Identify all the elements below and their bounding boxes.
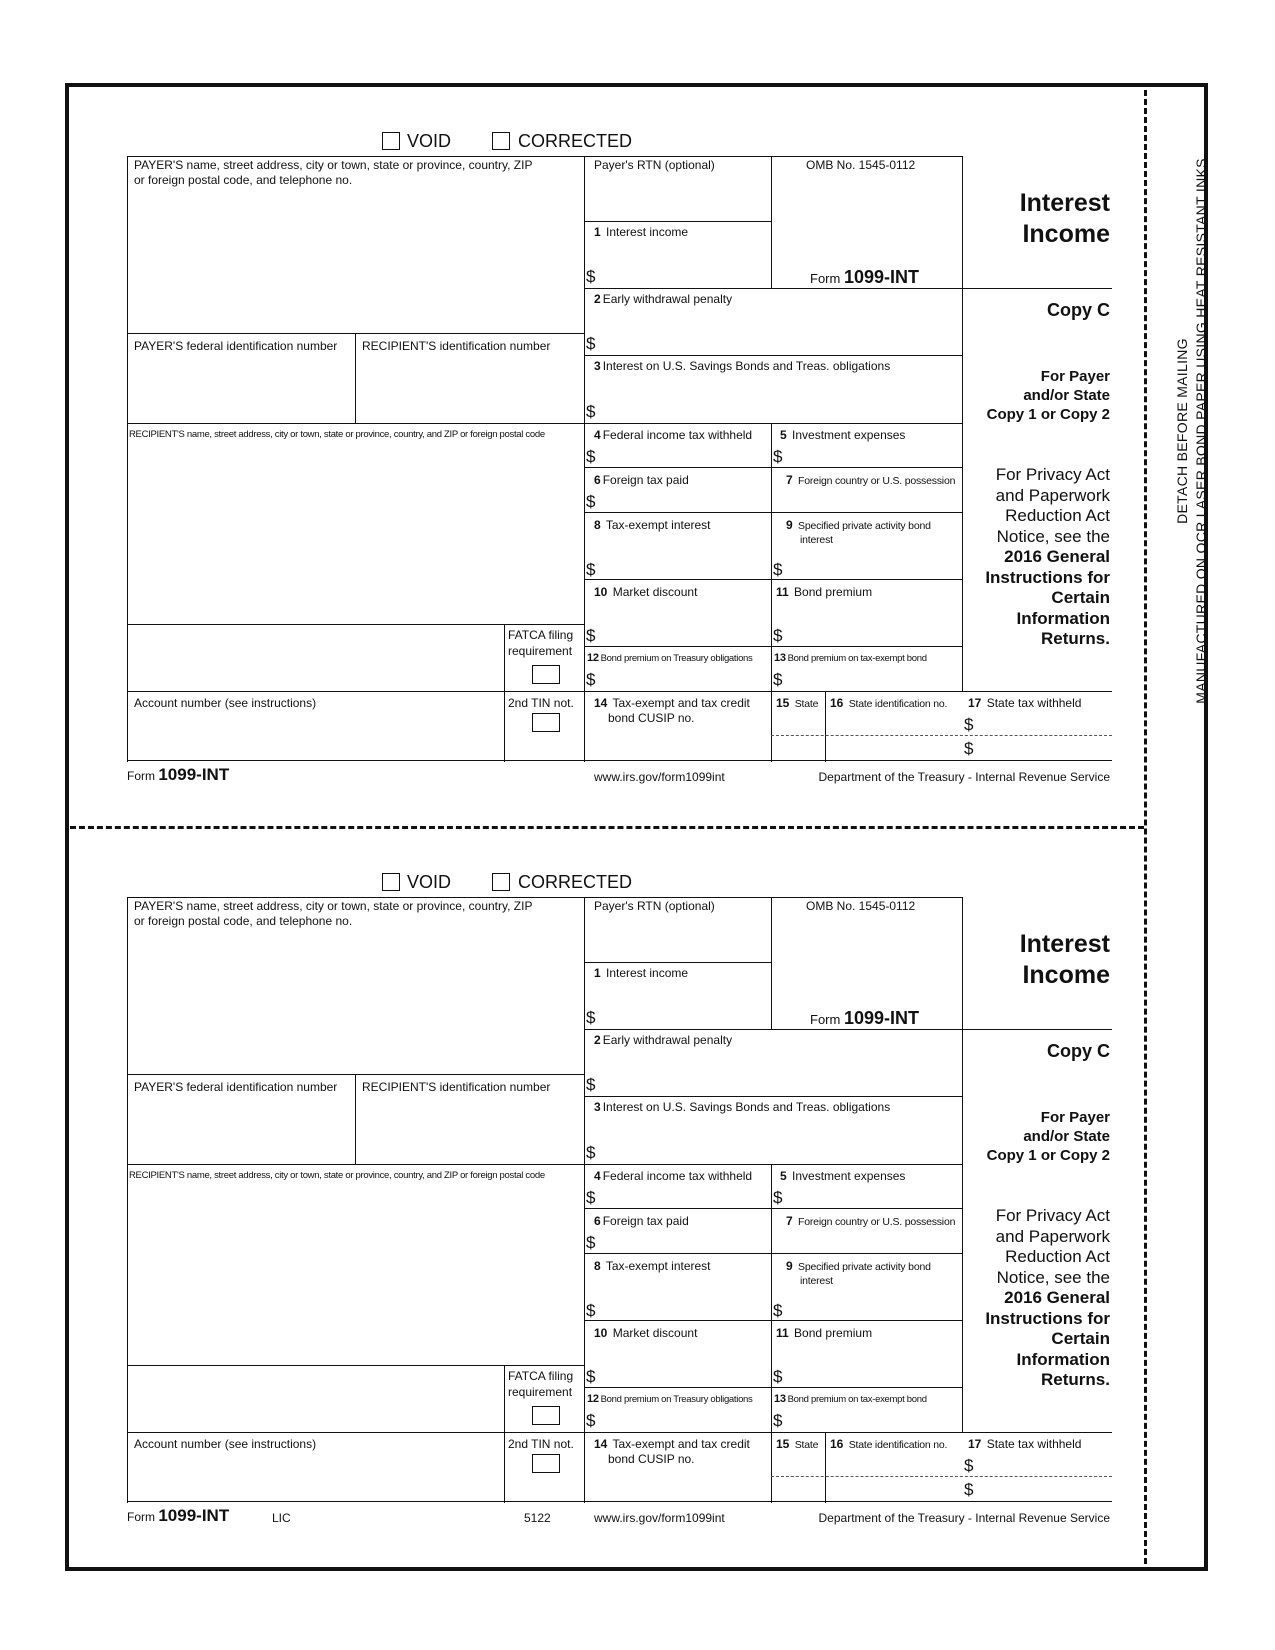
box16-label: State identification no. bbox=[848, 1439, 948, 1451]
box3-label: Interest on U.S. Savings Bonds and Treas. obligations bbox=[602, 359, 891, 373]
box1-label: Interest income bbox=[606, 966, 689, 980]
account-label: Account number (see instructions) bbox=[134, 696, 317, 710]
side-text-line1: DETACH BEFORE MAILING bbox=[1174, 338, 1190, 524]
box13-field[interactable] bbox=[788, 1407, 958, 1430]
payer-fin-label: PAYER'S federal identification number bbox=[134, 339, 338, 353]
box9-label-l1: Specified private activity bond bbox=[798, 1261, 931, 1273]
payer-field[interactable] bbox=[129, 190, 582, 330]
box1-field[interactable] bbox=[600, 981, 768, 1027]
box17-dollar-2: $ bbox=[964, 739, 974, 758]
box8-num: 8 bbox=[594, 518, 601, 532]
omb-number: OMB No. 1545-0112 bbox=[806, 899, 916, 913]
box11-label: Bond premium bbox=[794, 1326, 873, 1340]
footer-dept: Department of the Treasury - Internal Revenue Service bbox=[818, 770, 1110, 784]
footer-form-number: 1099-INT bbox=[158, 1506, 230, 1525]
recipient-id-field[interactable] bbox=[358, 356, 582, 420]
grid-line bbox=[771, 156, 772, 288]
grid-line bbox=[584, 1096, 962, 1097]
box14-label-l1: Tax-exempt and tax credit bbox=[612, 1437, 750, 1451]
box12-field[interactable] bbox=[600, 1407, 768, 1430]
box11-num: 11 bbox=[776, 585, 789, 599]
box10-label: Market discount bbox=[612, 1326, 698, 1340]
privacy-l4: Notice, see the bbox=[996, 526, 1110, 546]
grid-line bbox=[355, 1074, 356, 1164]
void-label: VOID bbox=[407, 872, 452, 892]
form-number: 1099-INT bbox=[843, 267, 920, 287]
privacy-l3: Reduction Act bbox=[1005, 506, 1110, 525]
recipient-id-field[interactable] bbox=[358, 1097, 582, 1161]
grid-line bbox=[127, 897, 963, 898]
blank-field[interactable] bbox=[129, 626, 502, 689]
copy-label: Copy C bbox=[1047, 300, 1110, 320]
form-number: 1099-INT bbox=[843, 1008, 920, 1028]
recipient-name-field[interactable] bbox=[129, 444, 582, 622]
tin-checkbox[interactable] bbox=[532, 713, 560, 732]
grid-line bbox=[584, 156, 585, 762]
for-payer-l1: For Payer bbox=[1040, 368, 1110, 385]
grid-line bbox=[771, 897, 772, 1029]
box3-dollar: $ bbox=[586, 1143, 596, 1162]
grid-line bbox=[127, 1164, 962, 1165]
box2-field[interactable] bbox=[600, 306, 958, 353]
box17-field[interactable] bbox=[980, 1453, 1110, 1499]
box2-field[interactable] bbox=[600, 1047, 958, 1094]
box9-field[interactable] bbox=[788, 550, 958, 577]
grid-line bbox=[584, 646, 962, 647]
grid-line bbox=[584, 288, 1112, 289]
box7-num: 7 bbox=[786, 473, 793, 487]
footer-form-number: 1099-INT bbox=[158, 765, 230, 784]
box8-label: Tax-exempt interest bbox=[605, 518, 711, 532]
grid-line bbox=[584, 897, 585, 1503]
fatca-checkbox[interactable] bbox=[532, 665, 560, 684]
box3-field[interactable] bbox=[600, 1115, 958, 1161]
payer-field[interactable] bbox=[129, 931, 582, 1071]
box12-dollar: $ bbox=[586, 670, 596, 689]
box8-dollar: $ bbox=[586, 560, 596, 579]
grid-line bbox=[127, 156, 963, 157]
grid-line bbox=[127, 624, 584, 625]
box11-dollar: $ bbox=[773, 626, 783, 645]
box12-dollar: $ bbox=[586, 1411, 596, 1430]
title-line2: Income bbox=[1022, 220, 1110, 248]
box10-field[interactable] bbox=[600, 1341, 768, 1385]
grid-line bbox=[584, 512, 962, 513]
box4-label: Federal income tax withheld bbox=[602, 1169, 753, 1183]
title-line1: Interest bbox=[1019, 189, 1110, 217]
grid-line bbox=[584, 1208, 962, 1209]
grid-line bbox=[127, 691, 1112, 692]
grid-line bbox=[771, 423, 772, 762]
box14-label-l2: bond CUSIP no. bbox=[608, 1452, 695, 1466]
box10-label: Market discount bbox=[612, 585, 698, 599]
privacy-l7: Certain bbox=[1051, 1329, 1110, 1348]
box4-label: Federal income tax withheld bbox=[602, 428, 753, 442]
box17-dollar-1: $ bbox=[964, 715, 974, 734]
rtn-label: Payer's RTN (optional) bbox=[594, 899, 715, 913]
box7-num: 7 bbox=[786, 1214, 793, 1228]
box9-label-l2: interest bbox=[800, 1275, 833, 1287]
box3-num: 3 bbox=[594, 1100, 601, 1114]
for-payer-l3: Copy 1 or Copy 2 bbox=[986, 1147, 1110, 1164]
tin-label: 2nd TIN not. bbox=[508, 1437, 574, 1451]
box6-field[interactable] bbox=[600, 1230, 768, 1251]
box2-label: Early withdrawal penalty bbox=[602, 292, 733, 306]
void-checkbox[interactable] bbox=[382, 132, 400, 150]
box10-num: 10 bbox=[594, 585, 608, 599]
for-payer-l1: For Payer bbox=[1040, 1109, 1110, 1126]
box1-num: 1 bbox=[594, 225, 601, 239]
privacy-l6: Instructions for bbox=[985, 567, 1110, 587]
box10-field[interactable] bbox=[600, 600, 768, 644]
recipient-name-label: RECIPIENT'S name, street address, city or town, state or province, country, and ZIP or foreign postal code bbox=[129, 429, 545, 440]
void-label: VOID bbox=[407, 131, 452, 151]
box17-num: 17 bbox=[968, 696, 982, 710]
box15-label: State bbox=[794, 1439, 819, 1451]
omb-number: OMB No. 1545-0112 bbox=[806, 158, 916, 172]
box12-num: 12 bbox=[587, 1393, 599, 1405]
box4-field[interactable] bbox=[600, 444, 768, 465]
grid-line bbox=[127, 1432, 1112, 1433]
payer-fin-field[interactable] bbox=[129, 1097, 353, 1161]
box2-dollar: $ bbox=[586, 1075, 596, 1094]
grid-line bbox=[127, 1365, 584, 1366]
box1-label: Interest income bbox=[606, 225, 689, 239]
box8-field[interactable] bbox=[600, 534, 768, 577]
box12-num: 12 bbox=[587, 652, 599, 664]
footer-url[interactable]: www.irs.gov/form1099int bbox=[594, 770, 725, 784]
box3-label: Interest on U.S. Savings Bonds and Treas. obligations bbox=[602, 1100, 891, 1114]
recipient-name-field[interactable] bbox=[129, 1185, 582, 1363]
box5-field[interactable] bbox=[788, 444, 958, 465]
for-payer-l2: and/or State bbox=[1023, 387, 1110, 404]
grid-line bbox=[584, 962, 771, 963]
footer-code-2: 5122 bbox=[524, 1511, 551, 1525]
box7-label: Foreign country or U.S. possession bbox=[798, 475, 956, 487]
privacy-l9: Returns. bbox=[1041, 629, 1110, 648]
box17-label: State tax withheld bbox=[986, 1437, 1082, 1451]
privacy-l7: Certain bbox=[1051, 588, 1110, 607]
privacy-l3: Reduction Act bbox=[1005, 1247, 1110, 1266]
box4-field[interactable] bbox=[600, 1185, 768, 1206]
box13-dollar: $ bbox=[773, 670, 783, 689]
privacy-l1: For Privacy Act bbox=[995, 1206, 1110, 1225]
payer-label-l2: or foreign postal code, and telephone no. bbox=[134, 173, 353, 187]
corrected-checkbox[interactable] bbox=[492, 873, 510, 891]
fatca-label-l1: FATCA filing bbox=[508, 628, 574, 642]
account-field[interactable] bbox=[129, 1453, 502, 1499]
box11-dollar: $ bbox=[773, 1367, 783, 1386]
box10-dollar: $ bbox=[586, 1367, 596, 1386]
payer-label-l1: PAYER'S name, street address, city or town, state or province, country, ZIP bbox=[134, 899, 533, 913]
grid-line bbox=[584, 355, 962, 356]
box9-label-l2: interest bbox=[800, 534, 833, 546]
box12-field[interactable] bbox=[600, 666, 768, 689]
payer-label-l2: or foreign postal code, and telephone no. bbox=[134, 914, 353, 928]
box10-dollar: $ bbox=[586, 626, 596, 645]
recipient-name-label: RECIPIENT'S name, street address, city or town, state or province, country, and ZIP or foreign postal code bbox=[129, 1170, 545, 1181]
box4-dollar: $ bbox=[586, 447, 596, 466]
tin-checkbox[interactable] bbox=[532, 1454, 560, 1473]
box8-dollar: $ bbox=[586, 1301, 596, 1320]
box13-dollar: $ bbox=[773, 1411, 783, 1430]
void-checkbox[interactable] bbox=[382, 873, 400, 891]
box5-label: Investment expenses bbox=[792, 1169, 906, 1183]
box5-field[interactable] bbox=[788, 1185, 958, 1206]
box15-field[interactable] bbox=[774, 1453, 823, 1499]
box14-field[interactable] bbox=[600, 1469, 768, 1499]
box1-num: 1 bbox=[594, 966, 601, 980]
box9-dollar: $ bbox=[773, 560, 783, 579]
box7-field[interactable] bbox=[775, 1230, 958, 1251]
box5-label: Investment expenses bbox=[792, 428, 906, 442]
box1-field[interactable] bbox=[600, 240, 768, 286]
box4-dollar: $ bbox=[586, 1188, 596, 1207]
grid-line bbox=[127, 897, 128, 1503]
box5-num: 5 bbox=[780, 428, 787, 442]
box5-dollar: $ bbox=[773, 1188, 783, 1207]
box9-dollar: $ bbox=[773, 1301, 783, 1320]
grid-line bbox=[584, 1320, 962, 1321]
grid-line bbox=[584, 1387, 962, 1388]
box16-num: 16 bbox=[830, 1437, 844, 1451]
box6-field[interactable] bbox=[600, 489, 768, 510]
privacy-l5: 2016 General bbox=[1004, 1288, 1110, 1307]
box13-label: Bond premium on tax-exempt bond bbox=[787, 653, 927, 664]
title-line2: Income bbox=[1022, 961, 1110, 989]
box9-label-l1: Specified private activity bond bbox=[798, 520, 931, 532]
box7-label: Foreign country or U.S. possession bbox=[798, 1216, 956, 1228]
box8-field[interactable] bbox=[600, 1275, 768, 1318]
box9-num: 9 bbox=[786, 1259, 793, 1273]
box6-label: Foreign tax paid bbox=[602, 473, 689, 487]
copy-label: Copy C bbox=[1047, 1041, 1110, 1061]
box13-field[interactable] bbox=[788, 666, 958, 689]
blank-field[interactable] bbox=[129, 1367, 502, 1430]
box17-label: State tax withheld bbox=[986, 696, 1082, 710]
box12-label: Bond premium on Treasury obligations bbox=[600, 653, 753, 664]
side-text-line2: MANUFACTURED ON OCR LASER BOND PAPER USING HEAT RESISTANT INKS bbox=[1193, 158, 1209, 704]
box15-num: 15 bbox=[776, 1437, 790, 1451]
privacy-l4: Notice, see the bbox=[996, 1267, 1110, 1287]
box2-dollar: $ bbox=[586, 334, 596, 353]
footer-form-word: Form bbox=[127, 1510, 155, 1524]
grid-line bbox=[584, 1029, 1112, 1030]
grid-line bbox=[127, 156, 128, 762]
payer-fin-field[interactable] bbox=[129, 356, 353, 420]
box17-dollar-1: $ bbox=[964, 1456, 974, 1475]
box16-label: State identification no. bbox=[848, 698, 948, 710]
form-copy-bottom bbox=[0, 741, 1275, 1525]
grid-line bbox=[504, 1365, 505, 1503]
privacy-l2: and Paperwork bbox=[995, 485, 1110, 505]
box15-num: 15 bbox=[776, 696, 790, 710]
box13-num: 13 bbox=[774, 1393, 786, 1405]
box16-num: 16 bbox=[830, 696, 844, 710]
box2-num: 2 bbox=[594, 292, 601, 306]
box4-num: 4 bbox=[594, 428, 601, 442]
payer-label-l1: PAYER'S name, street address, city or town, state or province, country, ZIP bbox=[134, 158, 533, 172]
box14-num: 14 bbox=[594, 1437, 608, 1451]
grid-line bbox=[127, 1501, 1112, 1502]
box15-label: State bbox=[794, 698, 819, 710]
box5-dollar: $ bbox=[773, 447, 783, 466]
box5-num: 5 bbox=[780, 1169, 787, 1183]
box11-field[interactable] bbox=[788, 1341, 958, 1385]
box1-dollar: $ bbox=[586, 267, 596, 286]
box16-field[interactable] bbox=[828, 1453, 959, 1499]
box17-dollar-2: $ bbox=[964, 1480, 974, 1499]
grid-line bbox=[584, 1253, 962, 1254]
box3-num: 3 bbox=[594, 359, 601, 373]
recipient-id-label: RECIPIENT'S identification number bbox=[362, 1080, 551, 1094]
for-payer-l2: and/or State bbox=[1023, 1128, 1110, 1145]
box3-dollar: $ bbox=[586, 402, 596, 421]
rtn-label: Payer's RTN (optional) bbox=[594, 158, 715, 172]
privacy-l2: and Paperwork bbox=[995, 1226, 1110, 1246]
box11-field[interactable] bbox=[788, 600, 958, 644]
privacy-l9: Returns. bbox=[1041, 1370, 1110, 1389]
for-payer-l3: Copy 1 or Copy 2 bbox=[986, 406, 1110, 423]
box13-label: Bond premium on tax-exempt bond bbox=[787, 1394, 927, 1405]
account-label: Account number (see instructions) bbox=[134, 1437, 317, 1451]
box1-dollar: $ bbox=[586, 1008, 596, 1027]
privacy-l5: 2016 General bbox=[1004, 547, 1110, 566]
fatca-checkbox[interactable] bbox=[532, 1406, 560, 1425]
corrected-label: CORRECTED bbox=[518, 131, 633, 151]
box6-num: 6 bbox=[594, 1214, 601, 1228]
box11-num: 11 bbox=[776, 1326, 789, 1340]
box8-label: Tax-exempt interest bbox=[605, 1259, 711, 1273]
payer-fin-label: PAYER'S federal identification number bbox=[134, 1080, 338, 1094]
box11-label: Bond premium bbox=[794, 585, 873, 599]
title-line1: Interest bbox=[1019, 930, 1110, 958]
box4-num: 4 bbox=[594, 1169, 601, 1183]
box12-label: Bond premium on Treasury obligations bbox=[600, 1394, 753, 1405]
box17-num: 17 bbox=[968, 1437, 982, 1451]
box14-label-l2: bond CUSIP no. bbox=[608, 711, 695, 725]
footer-dept: Department of the Treasury - Internal Revenue Service bbox=[818, 1511, 1110, 1525]
box6-num: 6 bbox=[594, 473, 601, 487]
grid-line bbox=[584, 579, 962, 580]
box8-num: 8 bbox=[594, 1259, 601, 1273]
box6-dollar: $ bbox=[586, 492, 596, 511]
box14-num: 14 bbox=[594, 696, 608, 710]
footer-form-word: Form bbox=[127, 769, 155, 783]
box9-field[interactable] bbox=[788, 1291, 958, 1318]
corrected-label: CORRECTED bbox=[518, 872, 633, 892]
tin-label: 2nd TIN not. bbox=[508, 696, 574, 710]
box2-num: 2 bbox=[594, 1033, 601, 1047]
grid-line bbox=[771, 1164, 772, 1503]
corrected-checkbox[interactable] bbox=[492, 132, 510, 150]
grid-line bbox=[355, 333, 356, 423]
recipient-id-label: RECIPIENT'S identification number bbox=[362, 339, 551, 353]
fatca-label-l2: requirement bbox=[508, 1385, 573, 1399]
privacy-l8: Information bbox=[1016, 1349, 1110, 1369]
privacy-l8: Information bbox=[1016, 608, 1110, 628]
box13-num: 13 bbox=[774, 652, 786, 664]
box14-label-l1: Tax-exempt and tax credit bbox=[612, 696, 750, 710]
box7-field[interactable] bbox=[775, 489, 958, 510]
box10-num: 10 bbox=[594, 1326, 608, 1340]
box6-label: Foreign tax paid bbox=[602, 1214, 689, 1228]
box2-label: Early withdrawal penalty bbox=[602, 1033, 733, 1047]
box3-field[interactable] bbox=[600, 374, 958, 420]
grid-line bbox=[127, 423, 962, 424]
box6-dollar: $ bbox=[586, 1233, 596, 1252]
form-word: Form bbox=[810, 1012, 841, 1027]
fatca-label-l2: requirement bbox=[508, 644, 573, 658]
grid-line bbox=[584, 221, 771, 222]
box9-num: 9 bbox=[786, 518, 793, 532]
privacy-l1: For Privacy Act bbox=[995, 465, 1110, 484]
form-word: Form bbox=[810, 271, 841, 286]
fatca-label-l1: FATCA filing bbox=[508, 1369, 574, 1383]
form-copy-top bbox=[0, 0, 1275, 784]
grid-line bbox=[584, 467, 962, 468]
footer-code-1: LIC bbox=[272, 1511, 291, 1525]
grid-line bbox=[825, 1432, 826, 1503]
privacy-l6: Instructions for bbox=[985, 1308, 1110, 1328]
footer-url[interactable]: www.irs.gov/form1099int bbox=[594, 1511, 725, 1525]
